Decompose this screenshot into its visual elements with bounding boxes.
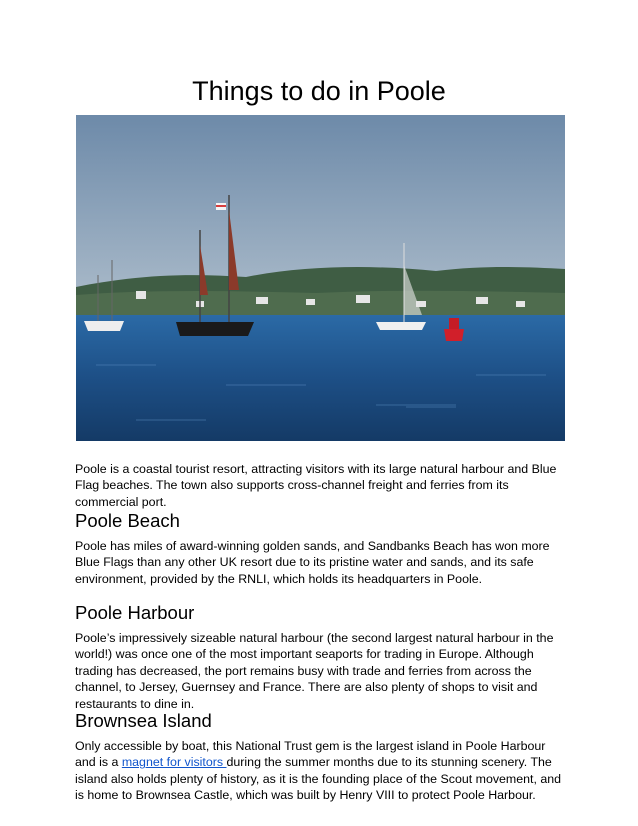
section-body-poole-harbour: Poole’s impressively sizeable natural harbour (the second largest natural harbour in the world!) was once one of the most important seaports for trading in Europe. Although trading has decreased, the port remains busy with trade and ferries from across the channel, to Jersey, Guernsey and France. There are also plenty of shops to visit and restaurants to dine in.: [75, 631, 554, 711]
intro-paragraph: Poole is a coastal tourist resort, attracting visitors with its large natural harbour and Blue Flag beaches. The town also supports cross-channel freight and ferries from its commercial port.: [75, 462, 557, 509]
page-title: Things to do in Poole: [192, 76, 446, 106]
section-heading-brownsea-island: Brownsea Island: [75, 710, 212, 731]
section-body-poole-beach: Poole has miles of award-winning golden sands, and Sandbanks Beach has won more Blue Flags than any other UK resort due to its pristine water and sands, and its safe environment, provided by the RNLI, which holds its headquarters in Poole.: [75, 539, 550, 586]
harbour-photo: [76, 115, 565, 441]
section-heading-poole-beach: Poole Beach: [75, 510, 180, 531]
section-body-brownsea-island: [75, 738, 565, 804]
brownsea-text-before-link: Only accessible by boat, this National Trust gem is the largest island in Poole Harbour and is a: [75, 739, 546, 770]
brownsea-text-after-link: during the summer months due to its stunning scenery. The island also holds plenty of history, as it is the founding place of the Scout movement, and is home to Brownsea Castle, which was built by Henry VIII to protect Poole Harbour.: [75, 755, 562, 803]
section-heading-poole-harbour: Poole Harbour: [75, 602, 195, 623]
magnet-for-visitors-link[interactable]: magnet for visitors: [121, 755, 227, 770]
